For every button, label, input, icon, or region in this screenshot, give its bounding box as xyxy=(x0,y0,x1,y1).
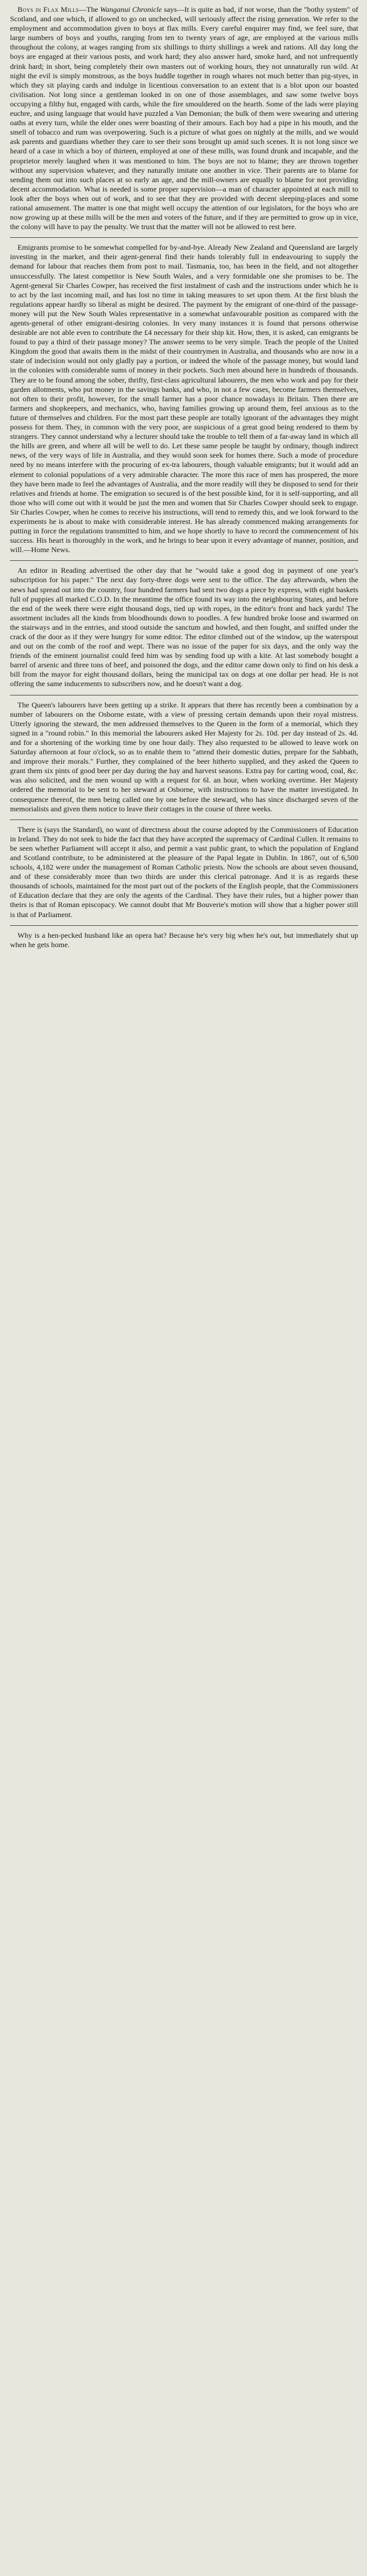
article-separator xyxy=(10,925,358,926)
article-queens-labourers: The Queen's labourers have been getting up a strike. It appears that there has recently been a combination by a number of labourers on the Osborne estate, with a view of pressing certain demands upon their royal mistress. Utterly ignoring the steward, the men addressed themselves to the Queen in the form of a memorial, which they signed in a "round robin." In this memorial the labourers asked Her Majesty for 2s. 10d. per day instead of 2s. 4d. and for a shortening of the working time by one hour daily. They also requested to be allowed to leave work on Saturday afternoon at four o'clock, so as to enable them to "attend their domestic duties, prepare for the Sabbath, and improve their morals." Further, they complained of the beer hitherto supplied, and they asked the Queen to grant them six pints of good beer per day during the hay and harvest seasons. Extra pay for carting wood, coal, &c. was also solicited, and the men wound up with a request for 6l. an hour, when working overtime. Her Majesty ordered the memorial to be sent to her steward at Osborne, with instructions to have the matter investigated. In consequence thereof, the men being called one by one before the steward, who has since discharged seven of the memorialists and given them notice to leave their cottages in the course of three weeks. xyxy=(10,700,358,813)
article-text: says—It is quite as bad, if not worse, than the "bothy system" of Scotland, and one which, if allowed to go on unchecked, will seriously affect the rising generation. We refer to the employment and accommodation given to boys at flax mills. Every careful enquirer may find, we feel sure, that large numbers of boys and youths, ranging from ten to twenty years of age, are employed at the various mills throughout the colony, at wages ranging from six shillings to thirty shillings a week and rations. All day long the boys are engaged at their various posts, and work hard; they also answer hard, smoke hard, and not unfrequently drink hard; in short, being completely their own masters out of working hours, they not unnaturally run wild. At night the evil is simply monstrous, as the boys huddle together in rough whares not much better than pig-styes, in which they sit playing cards and indulge in licentious conversation to an extent that is a blot upon our boasted civilisation. Not long since a gentleman looked in on one of those assemblages, and saw some twelve boys occupying a filthy hut, engaged with cards, while the fire smouldered on the hearth. Some of the lads were playing euchre, and using language that would have puzzled a Van Demonian; the bulk of them were swearing and uttering oaths at every turn, while the elder ones were boasting of their amours. Each boy had a pipe in his mouth, and the smell of tobacco and rum was overpowering. Such is a picture of what goes on nightly at the mills, and we would ask parents and guardians whether they care to see their sons brought up amid such scenes. It is not long since we heard of a case in which a boy of thirteen, employed at one of these mills, was found drunk and incapable, and the proprietor merely laughed when it was mentioned to him. The boys are not to blame; they are thrown together without any supervision whatever, and they naturally imitate one another in vice. Their parents are to blame for sending them out into such places at so early an age, and the mill-owners are equally to blame for not providing decent accommodation. What is needed is some proper supervision—a man of character appointed at each mill to look after the boys when out of work, and to see that they are provided with decent sleeping-places and some rational amusement. The matter is one that might well occupy the attention of our legislators, for the boys who are now growing up at these mills will be the men and voters of the future, and if they are permitted to grow up in vice, the colony will have to pay the penalty. We trust that the matter will not be allowed to rest here. xyxy=(10,5,358,232)
article-irish-education: There is (says the Standard), no want of directness about the course adopted by the Commissioners of Education in Ireland. They do not seek to hide the fact that they have accepted the supremacy of Cardinal Cullen. It remains to be seen whether Parliament will accept it also, and permit a vast public grant, to which the population of England and Scotland contribute, to be administered at the pleasure of the Papal legate in Dublin. In 1867, out of 6,500 schools, 4,182 were under the management of Roman Catholic priests. Now the schools are about seven thousand, and of these considerably more than two thirds are under this clerical patronage. And it is as regards these thousands of schools, maintained for the most part out of the pockets of the English people, that the Commissioners of Education declare that they are only the agents of the Cardinal. They have their rules, but a higher power than theirs is that of Roman episcopacy. We cannot doubt that Mr Bouverie's motion will show that a higher power still is that of Parliament. xyxy=(10,824,358,919)
article-separator xyxy=(10,560,358,561)
source-prefix: —The xyxy=(79,5,100,14)
article-flax-mills xyxy=(10,5,358,232)
article-emigrants: Emigrants promise to be somewhat compelled for by-and-bye. Already New Zealand and Queensland are largely investing in the market, and their agent-general find their hands tolerably full in endeavouring to supply the demand for labour that reaches them from post to mail. Tasmania, too, has been in the field, and not altogether unsuccessfully. The latest competitor is New South Wales, and a very formidable one she promises to be. The Agent-general Sir Charles Cowper, has received the first instalment of cash and the instructions under which he is to act by the last incoming mail, and has lost no time in taking measures to set upon them. At the first blush the regulations appear hardly so liberal as might be desired. The payment by the emigrant of one-third of the passage-money will put the New South Wales representative in a somewhat unfavourable position as compared with the agents-general of other emigrant-desiring colonies. In very many instances it is found that persons otherwise desirable are not able even to contribute the £4 necessary for their ship kit. How, then, it is asked, can emigrants be found to pay a third of their passage money? The answer seems to be very simple. Teach the people of the United Kingdom the good that awaits them in the midst of their countrymen in Australia, and thousands who are now in a state of indecision would not only gladly pay a portion, or indeed the whole of the passage money, but would land in the colonies with considerable sums of money in their pockets. Such men abound here in hundreds of thousands. They are to be found among the sober, thrifty, first-class agricultural labourers, the men who work and pay for their garden allotments, who put money in the savings banks, and who, in not a few cases, become farmers themselves, not often to their profit, however, for the small farmer has a poor chance nowadays in Britain. Then there are farmers and shopkeepers, and mechanics, who, having families growing up around them, feel anxious as to the future of themselves and children. For the most part these people are totally ignorant of the advantages they might possess for them. They, in common with the very poor, are suspicious of a great good being rendered to them by strangers. They cannot understand why a lecturer should take the trouble to tell them of a far-away land in which all the hills are green, and where all will be well to do. Let these same people be taught by ordinary, though indirect news, of the very ways of life in Australia, and they would soon seek for homes there. Such a mode of procedure need by no means interfere with the procuring of ex-tra labourers, though valuable emigrants; but it would add an element to colonial populations of a very admirable character. The more this race of men has prospered, the more they have been made to feel the advantages of Australia, and the more readily will they be disposed to send for their relatives and friends at home. The emigration so secured is of the best possible kind, for it is self-supporting, and all those who will come out with it would be just the men and women that Sir Charles Cowper should seek to engage. Sir Charles Cowper, when he comes to receive his instructions, will tend to remedy this, and we look forward to the experiments he is about to make with considerable interest. He has already commenced making arrangements for putting in force the regulations transmitted to him, and we hope shortly to have to record the commencement of his success. His heart is thoroughly in the work, and he brings to bear upon it every advantage of manner, position, and will.—Home News. xyxy=(10,243,358,555)
article-opera-hat-joke: Why is a hen-pecked husband like an opera hat? Because he's very big when he's out, but immediately shut up when he gets home. xyxy=(10,930,358,949)
article-separator xyxy=(10,819,358,820)
source-name: Wanganui Chronicle xyxy=(99,5,162,14)
article-heading: Boys in Flax Mills xyxy=(18,5,79,14)
article-separator xyxy=(10,237,358,238)
article-dogs: An editor in Reading advertised the other day that he "would take a good dog in payment of one year's subscription for his paper." The next day forty-three dogs were sent to the office. The day afterwards, when the news had spread out into the country, four hundred farmers had sent two dogs a piece by express, with eight baskets full of puppies all marked C.O.D. In the meantime the office found its way into the neighbouring States, and before the end of the week there were eight thousand dogs, tied up with ropes, in the editor's front and back yards! The assortment includes all the kinds from bloodhounds down to poodles. A few hundred broke loose and swarmed on the stairways and in the entries, and stood outside the sanctum and howled, and then fought, and sniffed under the crack of the door as if they were hungry for some editor. The editor climbed out of the window, up the waterspout and out on the comb of the roof and wept. There was no issue of the paper for six days, and the only way the friends of the eminent journalist could feed him was by sending food up with a kite. At last somebody bought a barrel of arsenic and three tons of beef, and poisoned the dogs, and the editor came down only to find on his desk a bill from the mayor for eight thousand dollars, being the municipal tax on dogs at one dollar per head. He is not offering the same inducements to subscribers now, and he doesn't want a dog. xyxy=(10,566,358,689)
